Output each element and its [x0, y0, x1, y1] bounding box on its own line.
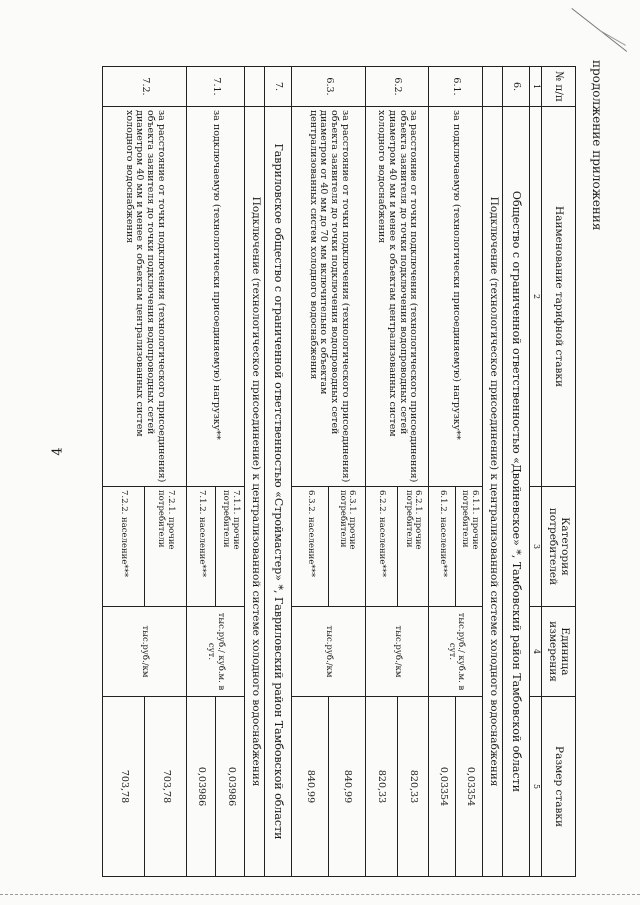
table-index-row: [530, 67, 542, 877]
index-cell: 1: [530, 67, 542, 107]
header-number: № п/п: [542, 67, 576, 107]
row-rate-name: за расстояние от точки подключения (технологического присоединения) объекта заявителя до точки подключения водопроводных сетей диаметром 40 мм и менее к объектам централизованных систем холодного водоснабжения: [103, 107, 187, 487]
row-category: 6.2.2. население***: [365, 487, 397, 607]
table-row: [328, 67, 365, 877]
row-number: 7.2.: [103, 67, 187, 107]
scan-bottom-edge: [0, 894, 640, 896]
row-category: 6.3.2. население***: [292, 487, 329, 607]
row-category: 6.3.1. прочие потребители: [328, 487, 365, 607]
row-rate-name: за подключаемую (технологически присоединяемую) нагрузку**: [186, 107, 245, 487]
page-number: 4: [50, 447, 66, 456]
section-number: 6.: [503, 67, 530, 107]
row-unit: тыс.руб./ куб.м. в сут.: [186, 607, 245, 697]
index-cell: 2: [530, 107, 542, 487]
header-rate-name: Наименование тарифной ставки: [542, 107, 576, 487]
section-org-name: Общество с ограниченной ответственностью «Двойневское» *, Тамбовский район Тамбовской области: [503, 107, 530, 877]
section-number: 7.: [265, 67, 292, 107]
row-unit: тыс.руб./км: [103, 607, 187, 697]
row-value: 820,33: [365, 697, 397, 877]
row-category: 6.2.1. прочие потребители: [397, 487, 429, 607]
section-subtitle: Подключение (технологическое присоединение) к централизованной системе холодного водоснабжения: [483, 107, 503, 877]
row-value: 0,03986: [186, 697, 215, 877]
header-unit: Единица измерения: [542, 607, 576, 697]
row-value: 0,03986: [216, 697, 245, 877]
row-category: 6.1.1. прочие потребители: [456, 487, 483, 607]
table-row: [397, 67, 429, 877]
tariff-table: [102, 66, 576, 877]
section-subtitle-row: [483, 67, 503, 877]
table-row: [144, 67, 186, 877]
table-header-row: [542, 67, 576, 877]
tariff-table-frame: [102, 66, 576, 876]
row-rate-name: за расстояние от точки подключения (технологического присоединения) объекта заявителя до точки подключения водопроводных сетей диаметром от 40 мм до 70 мм включительно к объектам централизованных систем холодного водоснабжения: [292, 107, 366, 487]
row-value: 703,78: [144, 697, 186, 877]
row-category: 7.1.2. население***: [186, 487, 215, 607]
row-number: 7.1.: [186, 67, 245, 107]
row-category: 7.1.1. прочие потребители: [216, 487, 245, 607]
scan-artifact-line: [600, 30, 626, 46]
row-value: 840,99: [292, 697, 329, 877]
row-unit: тыс.руб./км: [292, 607, 366, 697]
row-value: 820,33: [397, 697, 429, 877]
section-org-row: [503, 67, 530, 877]
header-consumer-category: Категория потребителей: [542, 487, 576, 607]
row-category: 7.2.1. прочие потребители: [144, 487, 186, 607]
row-category: 6.1.2. население***: [429, 487, 456, 607]
row-rate-name: за расстояние от точки подключения (технологического присоединения) объекта заявителя до точки подключения водопроводных сетей диаметром 40 мм и менее к объектам централизованных систем холодного водоснабжения: [365, 107, 429, 487]
section-subtitle-row: [245, 67, 265, 877]
index-cell: 3: [530, 487, 542, 607]
index-cell: 5: [530, 697, 542, 877]
section-org-name: Гавриловское общество с ограниченной ответственностью «Строймастер» *, Гавриловский район Тамбовской области: [265, 107, 292, 877]
header-rate-value: Размер ставки: [542, 697, 576, 877]
row-value: 0,03354: [429, 697, 456, 877]
continuation-note: продолжение приложения: [590, 60, 604, 231]
row-value: 703,78: [103, 697, 145, 877]
section-org-row: [265, 67, 292, 877]
row-value: 0,03354: [456, 697, 483, 877]
row-category: 7.2.2. население***: [103, 487, 145, 607]
continuation-note-wrap: [584, 60, 604, 320]
table-row: [216, 67, 245, 877]
row-value: 840,99: [328, 697, 365, 877]
row-unit: тыс.руб./км: [365, 607, 429, 697]
row-number: 6.3.: [292, 67, 366, 107]
table-row: [456, 67, 483, 877]
index-cell: 4: [530, 607, 542, 697]
row-rate-name: за подключаемую (технологически присоединяемую) нагрузку**: [429, 107, 483, 487]
row-number: 6.2.: [365, 67, 429, 107]
section-subtitle: Подключение (технологическое присоединение) к централизованной системе холодного водоснабжения: [245, 107, 265, 877]
row-number: 6.1.: [429, 67, 483, 107]
row-unit: тыс.руб./ куб.м. в сут.: [429, 607, 483, 697]
